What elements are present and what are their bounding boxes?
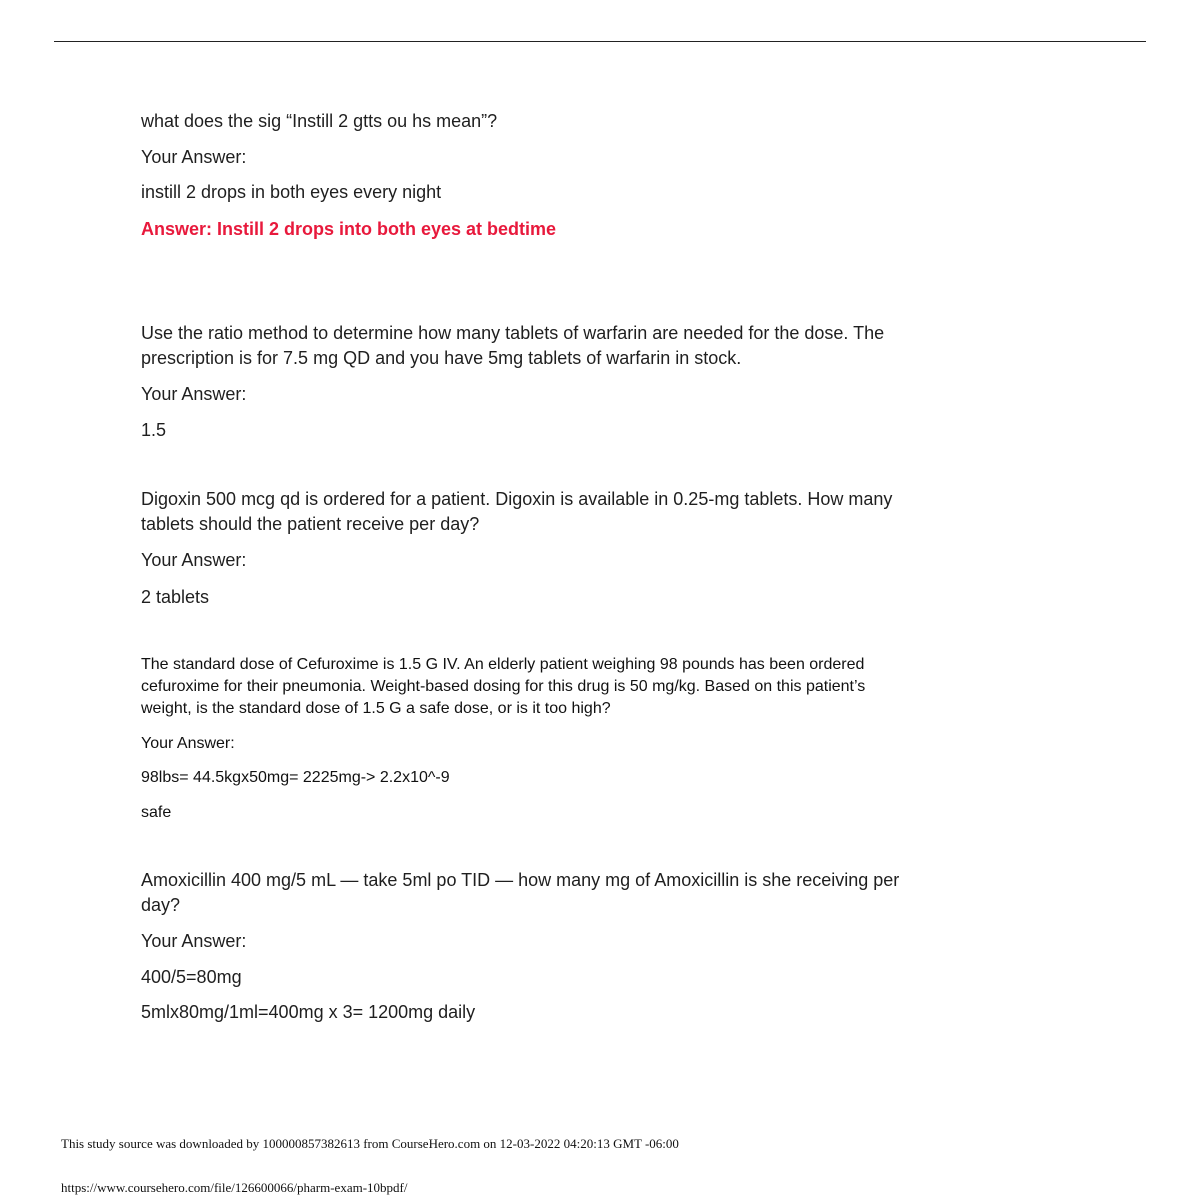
question-5-prompt-line-2: day? <box>141 895 181 915</box>
question-1-correct-answer: Answer: Instill 2 drops into both eyes at bedtime <box>141 219 557 239</box>
source-url[interactable]: https://www.coursehero.com/file/126600066/pharm-exam-10bpdf/ <box>61 1180 408 1195</box>
question-5-your-answer-2: 5mlx80mg/1ml=400mg x 3= 1200mg daily <box>141 1002 476 1022</box>
question-3-answer-label: Your Answer: <box>141 550 247 570</box>
question-2-your-answer: 1.5 <box>141 420 167 440</box>
question-5-prompt-line-1: Amoxicillin 400 mg/5 mL — take 5ml po TID — how many mg of Amoxicillin is she receiving per <box>141 870 900 890</box>
question-4-prompt-line-1: The standard dose of Cefuroxime is 1.5 G IV. An elderly patient weighing 98 pounds has been ordered <box>141 656 865 673</box>
question-4-answer-label: Your Answer: <box>141 735 235 752</box>
download-source-notice: This study source was downloaded by 100000857382613 from CourseHero.com on 12-03-2022 04:20:13 GMT -06:00 <box>61 1136 679 1151</box>
top-divider <box>54 41 1146 42</box>
question-2-prompt-line-2: prescription is for 7.5 mg QD and you have 5mg tablets of warfarin in stock. <box>141 348 742 368</box>
question-5-answer-label: Your Answer: <box>141 931 247 951</box>
question-1-prompt: what does the sig “Instill 2 gtts ou hs mean”? <box>141 111 498 131</box>
question-3-your-answer: 2 tablets <box>141 587 210 607</box>
question-5-your-answer-1: 400/5=80mg <box>141 967 242 987</box>
question-1-answer-label: Your Answer: <box>141 147 247 167</box>
question-1-your-answer: instill 2 drops in both eyes every night <box>141 182 442 202</box>
question-2-answer-label: Your Answer: <box>141 384 247 404</box>
question-2-prompt-line-1: Use the ratio method to determine how many tablets of warfarin are needed for the dose. The <box>141 323 885 343</box>
question-4-prompt-line-2: cefuroxime for their pneumonia. Weight-based dosing for this drug is 50 mg/kg. Based on this patient’s <box>141 678 866 695</box>
question-3-prompt-line-2: tablets should the patient receive per day? <box>141 514 480 534</box>
question-4-prompt-line-3: weight, is the standard dose of 1.5 G a safe dose, or is it too high? <box>141 700 611 717</box>
question-4-your-answer-1: 98lbs= 44.5kgx50mg= 2225mg-> 2.2x10^-9 <box>141 769 450 786</box>
question-4-your-answer-2: safe <box>141 804 172 821</box>
question-3-prompt-line-1: Digoxin 500 mcg qd is ordered for a patient. Digoxin is available in 0.25-mg tablets. How many <box>141 489 893 509</box>
